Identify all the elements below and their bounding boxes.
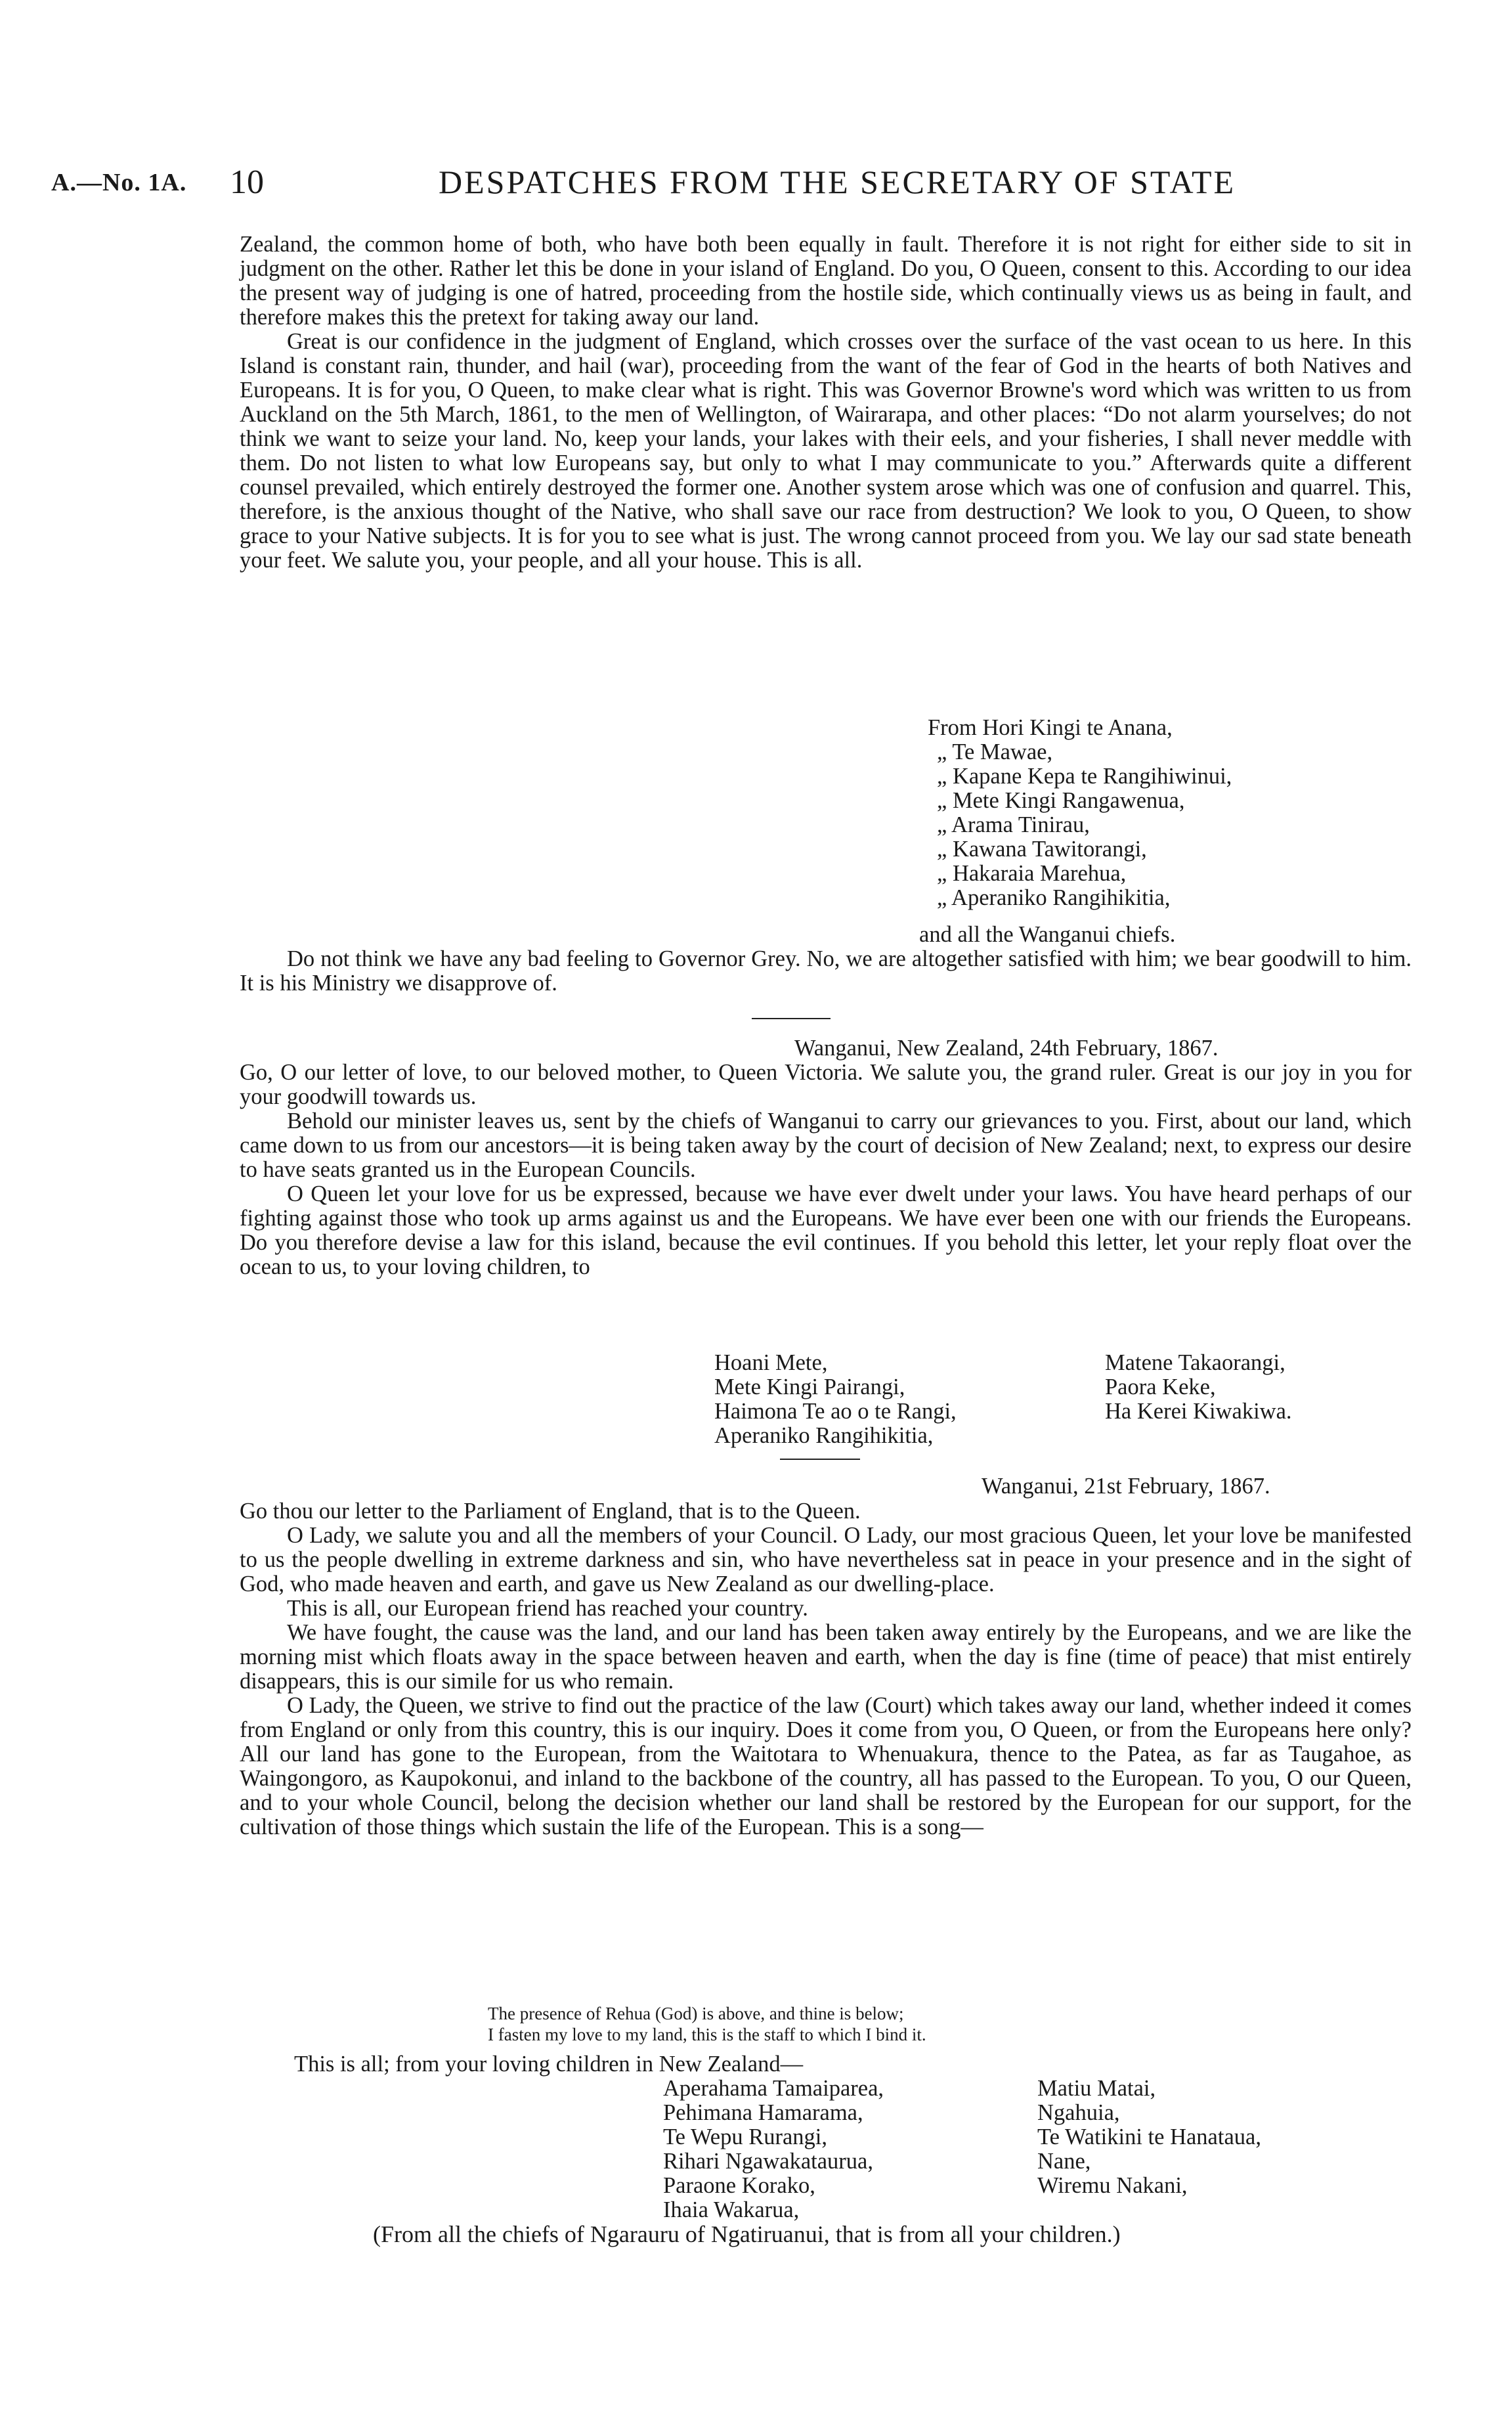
page-number: 10: [230, 164, 264, 201]
signatory: „ Kawana Tawitorangi,: [937, 837, 1147, 862]
signatory: Wiremu Nakani,: [1037, 2173, 1188, 2198]
letter3-closing: This is all; from your loving children in New Zealand—: [294, 2052, 804, 2077]
signatory: Te Watikini te Hanataua,: [1037, 2124, 1261, 2149]
letter1-closing: and all the Wanganui chiefs.: [919, 922, 1176, 947]
document-reference: A.—No. 1A.: [51, 169, 187, 196]
signatory: Te Wepu Rurangi,: [663, 2124, 827, 2149]
signatory: From Hori Kingi te Anana,: [928, 715, 1173, 740]
section-divider: [780, 1459, 860, 1460]
letter3-signatories-right: [1037, 2077, 1261, 2198]
letter2-signatories-right: [1105, 1351, 1292, 1424]
signatory: Nane,: [1037, 2149, 1091, 2174]
letter1-paragraph-2: Great is our confidence in the judgment of England, which crosses over the surface of the vast ocean to us here. In this Island is constant rain, thunder, and hail (war), proceeding from the want of the fear of God in the hearts of both Natives and Europeans. It is for you, O Queen, to make clear what is right. This was Governor Browne's word which was written to us from Auckland on the 5th March, 1861, to the men of Wellington, of Wairarapa, and other places: “Do not alarm yourselves; do not think we want to seize your land. No, keep your lands, your lakes with their eels, and your fisheries, I shall never meddle with them. Do not listen to what low Europeans say, but only to what I may communicate to you.” Afterwards quite a different counsel prevailed, which entirely destroyed the former one. Another system arose which was one of confusion and quarrel. This, therefore, is the anxious thought of the Native, who shall save our race from destruction? We look to you, O Queen, to show grace to your Native subjects. It is for you to see what is just. The wrong cannot proceed from you. We lay our sad state beneath your feet. We salute you, your people, and all your house. This is all.: [240, 329, 1412, 573]
song-verse: [488, 2003, 926, 2045]
letter2-dateline: Wanganui, New Zealand, 24th February, 1867.: [794, 1036, 1219, 1061]
song-line: I fasten my love to my land, this is the staff to which I bind it.: [488, 2025, 926, 2044]
letter1-postscript: Do not think we have any bad feeling to Governor Grey. No, we are altogether satisfied with him; we bear goodwill to him. It is his Ministry we disapprove of.: [240, 946, 1412, 996]
letter3-paragraph-5: O Lady, the Queen, we strive to find out the practice of the law (Court) which takes away our land, whether indeed it comes from England or only from this country, this is our inquiry. Does it come from you, O Queen, or from the Europeans here only? All our land has gone to the European, from the Waitotara to Whenuakura, thence to the Patea, as far as Taugahoe, as Waingongoro, as Kaupokonui, and inland to the backbone of the country, all has passed to the European. To you, O our Queen, and to your whole Council, belong the decision whether our land shall be restored by the European for our support, for the cultivation of those things which sustain the life of the European. This is a song—: [240, 1693, 1412, 1839]
letter1-signatories: [928, 716, 1232, 910]
letter3-paragraph-3: This is all, our European friend has reached your country.: [287, 1596, 808, 1621]
signatory: Pehimana Hamarama,: [663, 2100, 863, 2125]
signatory: Ihaia Wakarua,: [663, 2197, 800, 2222]
signatory: Rihari Ngawakataurua,: [663, 2149, 873, 2174]
letter2-body: [240, 1061, 1412, 1279]
letter2-signatories-left: [714, 1351, 957, 1448]
letter2-paragraph-2: Behold our minister leaves us, sent by the chiefs of Wanganui to carry our grievances to you. First, about our land, which came down to us from our ancestors—it is being taken away by the court of decision of New Zealand; next, to express our desire to have seats granted us in the European Councils.: [240, 1109, 1412, 1182]
signatory: Haimona Te ao o te Rangi,: [714, 1399, 957, 1424]
signatory: „ Mete Kingi Rangawenua,: [937, 788, 1185, 813]
page-title: DESPATCHES FROM THE SECRETARY OF STATE: [439, 164, 1236, 200]
letter3-body: [240, 1499, 1412, 1839]
letter3-paragraph-4: We have fought, the cause was the land, and our land has been taken away entirely by the Europeans, and we are like the morning mist which floats away in the space between heaven and earth, when the day is fine (time of peace) that mist entirely disappears, this is our simile for us who remain.: [240, 1620, 1412, 1694]
signatory: „ Kapane Kepa te Rangihiwinui,: [937, 764, 1232, 789]
letter3-footer: (From all the chiefs of Ngarauru of Ngatiruanui, that is from all your children.): [373, 2221, 1121, 2247]
letter2-paragraph-1: Go, O our letter of love, to our beloved mother, to Queen Victoria. We salute you, the grand ruler. Great is our joy in you for your goodwill towards us.: [240, 1060, 1412, 1109]
letter1-body: [240, 232, 1412, 573]
signatory: Aperaniko Rangihikitia,: [714, 1423, 934, 1448]
song-line: The presence of Rehua (God) is above, and thine is below;: [488, 2004, 904, 2023]
signatory: „ Hakaraia Marehua,: [937, 861, 1127, 886]
signatory: Matiu Matai,: [1037, 2076, 1156, 2101]
letter3-signatories-left: [663, 2077, 884, 2222]
signatory: Aperahama Tamaiparea,: [663, 2076, 884, 2101]
section-divider: [752, 1018, 831, 1019]
signatory: Paraone Korako,: [663, 2173, 815, 2198]
signatory: Mete Kingi Pairangi,: [714, 1375, 905, 1399]
page-header: [51, 163, 1463, 209]
letter3-paragraph-2: O Lady, we salute you and all the members of your Council. O Lady, our most gracious Queen, let your love be manifested to us the people dwelling in extreme darkness and sin, who have nevertheless sat in peace in your presence and in the sight of God, who made heaven and earth, and gave us New Zealand as our dwelling-place.: [240, 1523, 1412, 1596]
signatory: Ha Kerei Kiwakiwa.: [1105, 1399, 1292, 1424]
signatory: Hoani Mete,: [714, 1350, 828, 1375]
signatory: Paora Keke,: [1105, 1375, 1216, 1399]
letter1-postscript-block: [240, 947, 1412, 996]
signatory: Ngahuia,: [1037, 2100, 1120, 2125]
letter3-dateline: Wanganui, 21st February, 1867.: [982, 1474, 1270, 1499]
letter3-paragraph-1: Go thou our letter to the Parliament of England, that is to the Queen.: [240, 1499, 861, 1524]
letter1-paragraph-1: Zealand, the common home of both, who have both been equally in fault. Therefore it is not right for either side to sit in judgment on the other. Rather let this be done in your island of England. Do you, O Queen, consent to this. According to our idea the present way of judging is one of hatred, proceeding from the hostile side, which continually views us as being in fault, and therefore makes this the pretext for taking away our land.: [240, 232, 1412, 330]
signatory: „ Te Mawae,: [937, 739, 1053, 764]
signatory: „ Aperaniko Rangihikitia,: [937, 885, 1171, 910]
letter2-paragraph-3: O Queen let your love for us be expressed, because we have ever dwelt under your laws. You have heard perhaps of our fighting against those who took up arms against us and the Europeans. We have ever been one with our friends the Europeans. Do you therefore devise a law for this island, because the evil continues. If you behold this letter, let your reply float over the ocean to us, to your loving children, to: [240, 1181, 1412, 1279]
signatory: Matene Takaorangi,: [1105, 1350, 1285, 1375]
signatory: „ Arama Tinirau,: [937, 812, 1090, 837]
